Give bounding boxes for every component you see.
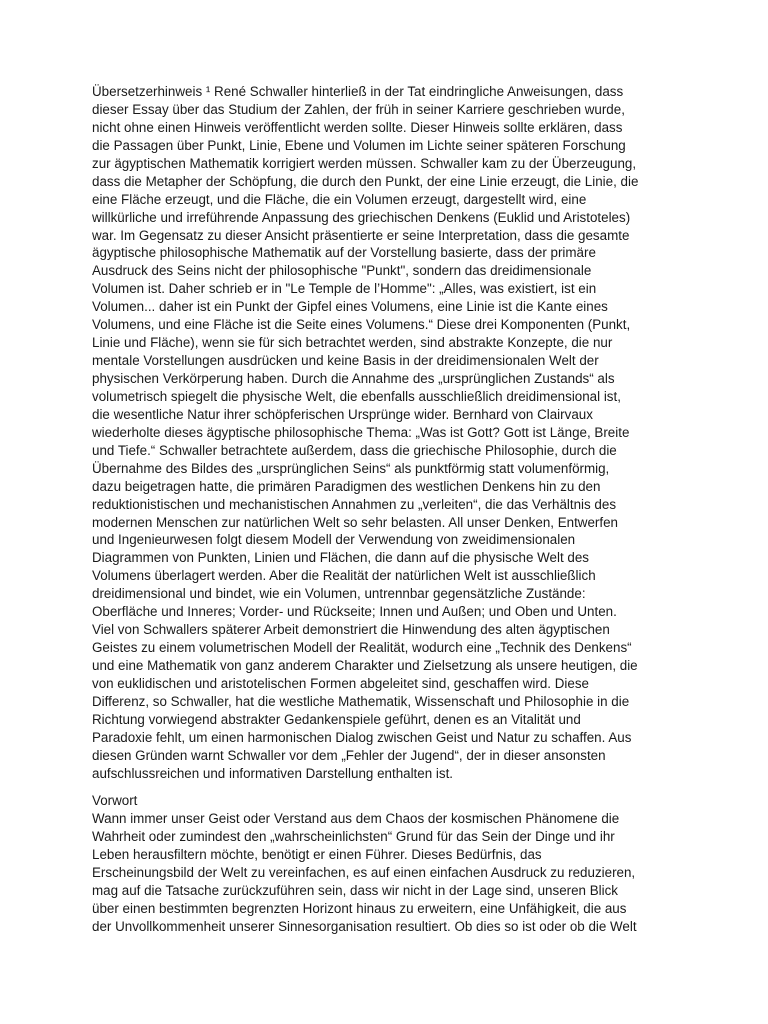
translator-note-line: dreidimensional und bindet, wie ein Volumen, untrennbar gegensätzliche Zustände: bbox=[92, 586, 586, 602]
translator-note-line: modernen Menschen zur natürlichen Welt so sehr belasten. All unser Denken, Entwerfen bbox=[92, 514, 618, 530]
translator-note-line: Oberfläche und Inneres; Vorder- und Rückseite; Innen und Außen; und Oben und Unten. bbox=[92, 604, 617, 620]
translator-note-line: Volumen ist. Daher schrieb er in "Le Temple de l’Homme": „Alles, was existiert, ist ein bbox=[92, 281, 597, 297]
translator-note-line: ägyptische philosophische Mathematik auf der Vorstellung basierte, dass der primäre bbox=[92, 245, 596, 261]
translator-note-line: Diagrammen von Punkten, Linien und Flächen, die dann auf die physische Welt des bbox=[92, 550, 589, 566]
translator-note-line: Paradoxie fehlt, um einen harmonischen Dialog zwischen Geist und Natur zu schaffen. Aus bbox=[92, 729, 632, 745]
foreword-line: Wahrheit oder zumindest den „wahrscheinlichsten“ Grund für das Sein der Dinge und ihr bbox=[92, 828, 615, 844]
translator-note-line: Übersetzerhinweis ¹ René Schwaller hinterließ in der Tat eindringliche Anweisungen, dass bbox=[92, 84, 624, 99]
translator-note-line: Viel von Schwallers späterer Arbeit demonstriert die Hinwendung des alten ägyptischen bbox=[92, 622, 610, 638]
translator-note-paragraph bbox=[92, 83, 682, 783]
translator-note-line: physischen Verkörperung haben. Durch die Annahme des „ursprünglichen Zustands“ als bbox=[92, 371, 615, 386]
translator-note-line: und Tiefe.“ Schwaller betrachtete außerdem, dass die griechische Philosophie, durch die bbox=[92, 442, 617, 458]
translator-note-line: nicht ohne einen Hinweis veröffentlicht werden sollte. Dieser Hinweis sollte erklären, dass bbox=[92, 119, 623, 135]
translator-note-line: aufschlussreichen und informativen Darstellung enthalten ist. bbox=[92, 765, 454, 781]
translator-note-line: Volumens überlagert werden. Aber die Realität der natürlichen Welt ist ausschließlich bbox=[92, 568, 596, 584]
translator-note-line: dieser Essay über das Studium der Zahlen, der früh in seiner Karriere geschrieben wurde, bbox=[92, 101, 625, 117]
translator-note-line: dazu beigetragen hatte, die primären Paradigmen des westlichen Denkens hin zu den bbox=[92, 478, 601, 494]
translator-note-line: dass die Metapher der Schöpfung, die durch den Punkt, der eine Linie erzeugt, die Linie, die bbox=[92, 173, 639, 189]
translator-note-line: von euklidischen und aristotelischen Formen abgeleitet sind, geschaffen wird. Diese bbox=[92, 675, 589, 691]
translator-note-line: Richtung vorwiegend abstrakter Gedankenspiele geführt, denen es an Vitalität und bbox=[92, 711, 581, 727]
translator-note-line: die wesentliche Natur ihrer schöpferischen Ursprünge wider. Bernhard von Clairvaux bbox=[92, 406, 593, 422]
translator-note-line: willkürliche und irreführende Anpassung des griechischen Denkens (Euklid und Aristoteles) bbox=[92, 209, 631, 225]
foreword-line: Erscheinungsbild der Welt zu vereinfachen, es auf einen einfachen Ausdruck zu reduzieren, bbox=[92, 864, 636, 880]
foreword-line: mag auf die Tatsache zurückzuführen sein, dass wir nicht in der Lage sind, unseren Blick bbox=[92, 882, 618, 898]
translator-note-line: Volumens, und eine Fläche ist die Seite eines Volumens.“ Diese drei Komponenten (Punkt, bbox=[92, 317, 631, 333]
foreword-section bbox=[92, 792, 682, 936]
translator-note-line: wiederholte dieses ägyptische philosophische Thema: „Was ist Gott? Gott ist Länge, Breite bbox=[92, 424, 630, 440]
translator-note-line: zur ägyptischen Mathematik korrigiert werden müssen. Schwaller kam zu der Überzeugung, bbox=[92, 155, 637, 171]
foreword-line: der Unvollkommenheit unserer Sinnesorganisation resultiert. Ob dies so ist oder ob die Welt bbox=[92, 918, 637, 934]
translator-note-line: und Ingenieurwesen folgt diesem Modell der Verwendung von zweidimensionalen bbox=[92, 532, 576, 548]
translator-note-line: mentale Vorstellungen ausdrücken und keine Basis in der dreidimensionalen Welt der bbox=[92, 353, 599, 369]
foreword-line: Leben herausfiltern möchte, benötigt er einen Führer. Dieses Bedürfnis, das bbox=[92, 846, 542, 862]
translator-note-line: Volumen... daher ist ein Punkt der Gipfel eines Volumens, eine Linie ist die Kante eines bbox=[92, 299, 608, 315]
translator-note-line: Linie und Fläche), wenn sie für sich betrachtet werden, sind abstrakte Konzepte, die nur bbox=[92, 335, 613, 351]
foreword-line: Wann immer unser Geist oder Verstand aus dem Chaos der kosmischen Phänomene die bbox=[92, 810, 620, 826]
translator-note-line: eine Fläche erzeugt, und die Fläche, die ein Volumen erzeugt, dargestellt wird, eine bbox=[92, 191, 587, 207]
translator-note-line: Übernahme des Bildes des „ursprünglichen Seins“ als punktförmig statt volumenförmig, bbox=[92, 460, 610, 476]
translator-note-line: die Passagen über Punkt, Linie, Ebene und Volumen im Lichte seiner späteren Forschung bbox=[92, 137, 626, 153]
translator-note-line: und eine Mathematik von ganz anderem Charakter und Zielsetzung als unsere heutigen, die bbox=[92, 658, 638, 673]
translator-note-line: diesen Gründen warnt Schwaller vor dem „Fehler der Jugend“, der in dieser ansonsten bbox=[92, 747, 606, 763]
foreword-heading: Vorwort bbox=[92, 793, 138, 808]
translator-note-line: war. Im Gegensatz zu dieser Ansicht präsentierte er seine Interpretation, dass die gesamte bbox=[92, 227, 630, 243]
foreword-line: über einen bestimmten begrenzten Horizont hinaus zu erweitern, eine Unfähigkeit, die aus bbox=[92, 900, 627, 916]
translator-note-line: Differenz, so Schwaller, hat die westliche Mathematik, Wissenschaft und Philosophie in die bbox=[92, 693, 630, 709]
translator-note-line: Geistes zu einem volumetrischen Modell der Realität, wodurch eine „Technik des Denkens“ bbox=[92, 640, 632, 656]
translator-note-line: reduktionistischen und mechanistischen Annahmen zu „verleiten“, die das Verhältnis des bbox=[92, 496, 617, 512]
translator-note-line: Ausdruck des Seins nicht der philosophische "Punkt", sondern das dreidimensionale bbox=[92, 263, 592, 279]
translator-note-line: volumetrisch spiegelt die physische Welt, die ebenfalls ausschließlich dreidimensional ist, bbox=[92, 388, 621, 404]
